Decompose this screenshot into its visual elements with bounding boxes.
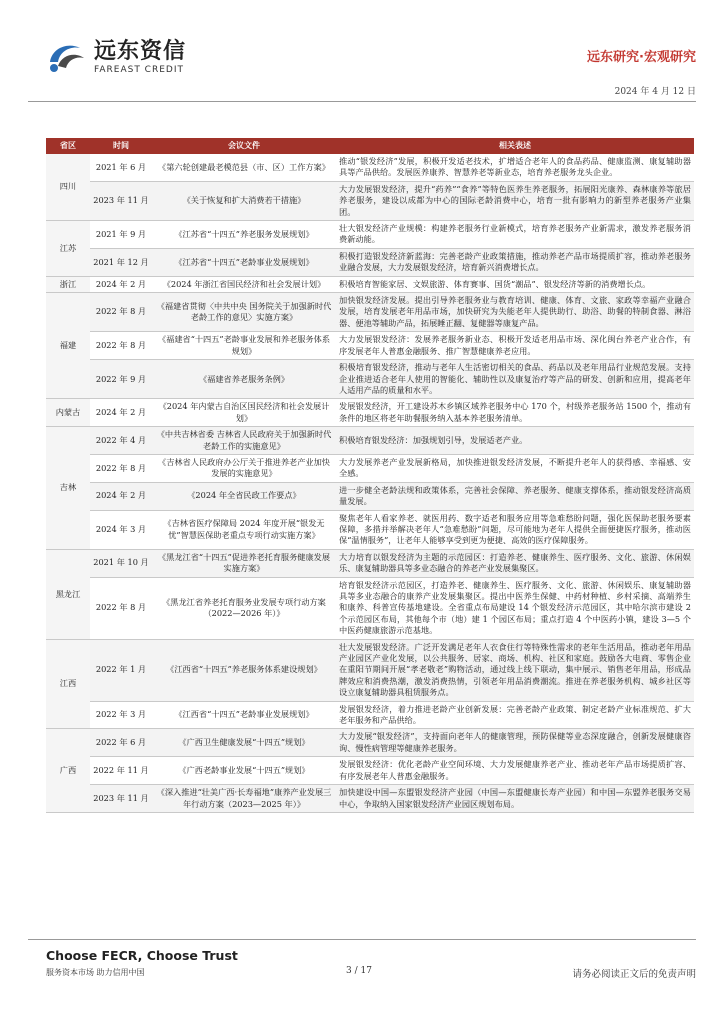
province-cell: 吉林 [46,427,90,550]
logo-mark-icon [46,40,88,76]
col-header-description: 相关表述 [336,138,694,154]
time-cell: 2022 年 8 月 [90,332,152,360]
time-cell: 2024 年 2 月 [90,399,152,427]
document-cell: 《2024 年内蒙古自治区国民经济和社会发展计划》 [152,399,336,427]
province-cell: 四川 [46,154,90,221]
description-cell: 发展银发经济：优化老龄产业空间环境、大力发展健康养老产业、推动老年产品市场提质扩容、有序发展老年人普惠金融服务。 [336,757,694,785]
page-header [0,0,724,110]
province-cell: 内蒙古 [46,399,90,427]
description-cell: 加快建设中国—东盟银发经济产业园（中国—东盟健康长寿产业园）和中国—东盟养老服务交易中心，争取纳入国家银发经济产业园区规划布局。 [336,785,694,813]
document-cell: 《江西省“十四五”老龄事业发展规划》 [152,701,336,729]
document-cell: 《广西老龄事业发展“十四五”规划》 [152,757,336,785]
description-cell: 大力发展银发经济，提升“药养”“食养”等特色医养生养老服务，拓展阳光康养、森林康养等旅居养老服务，建设以成都为中心的国际老龄消费中心，培育一批有影响力的新型养老服务产业集团。 [336,181,694,220]
province-cell: 福建 [46,293,90,399]
description-cell: 加快银发经济发展。提出引导养老服务业与教育培训、健康、体育、文旅、家政等幸福产业融合发展，培育发展老年用品市场，加快研究为失能老年人提供助行、助浴、助餐的特制食器、淋浴器、便池等辅助产品，拓展睡正翻、复健器等康复产品。 [336,293,694,332]
page-footer [0,930,724,1024]
province-cell: 黑龙江 [46,549,90,639]
document-cell: 《第六轮创建最老模范县（市、区）工作方案》 [152,154,336,181]
description-cell: 发展银发经济，开工建设苏木乡镇区域养老服务中心 170 个，村级养老服务站 1500 个，推动有条件的地区将老年助餐服务纳入基本养老服务清单。 [336,399,694,427]
description-cell: 积极培育银发经济，推动与老年人生活密切相关的食品、药品以及老年用品行业规范发展。支持企业推进适合老年人使用的智能化、辅助性以及康复治疗等产品的研发、创新和应用，提高老年人适用产品的质量和水平。 [336,360,694,399]
table-row [46,729,694,757]
document-cell: 《福建省养老服务条例》 [152,360,336,399]
time-cell: 2023 年 11 月 [90,181,152,220]
province-cell: 江苏 [46,221,90,277]
table-row [46,154,694,181]
time-cell: 2024 年 2 月 [90,276,152,292]
document-cell: 《黑龙江省养老托育服务业发展专项行动方案（2022—2026 年）》 [152,577,336,639]
description-cell: 大力发展养老产业发展新格局，加快推进银发经济发展，不断提升老年人的获得感、幸福感、安全感。 [336,454,694,482]
page-number: 3 / 17 [346,966,372,976]
time-cell: 2021 年 9 月 [90,221,152,249]
table-row [46,701,694,729]
document-cell: 《黑龙江省“十四五”促进养老托育服务健康发展实施方案》 [152,549,336,577]
document-cell: 《江西省“十四五”养老服务体系建设规划》 [152,639,336,701]
description-cell: 壮大发展银发经济。广泛开发满足老年人衣食住行等特殊性需求的老年生活用品，推动老年用品产业园区产业化发展，以公共服务、居家、商场、机构、社区和家庭。鼓励各大电商、零售企业在重阳节期间开展“孝老敬老”购物活动，通过线上线下联动，集中展示、销售老年用品，形成品牌效应和消费热潮，激发消费热情，引领老年用品消费潮流。推进在养老服务机构、城乡社区等设立康复辅助器具租赁服务点。 [336,639,694,701]
table-header-row [46,138,694,154]
description-cell: 壮大银发经济产业规模：构建养老服务行业新模式，培育养老服务产业新需求，激发养老服务消费新动能。 [336,221,694,249]
time-cell: 2021 年 12 月 [90,248,152,276]
report-series-title: 远东研究·宏观研究 [587,50,696,65]
description-cell: 积极打造银发经济新蓝海：完善老龄产业政策措施，推动养老产品市场提质扩容，推动养老服务业融合发展，大力发展银发经济，培育新兴消费增长点。 [336,248,694,276]
description-cell: 大力发展“银发经济”，支持面向老年人的健康管理，预防保健等业态深度融合，创新发展健康咨询、慢性病管理等健康养老服务。 [336,729,694,757]
time-cell: 2022 年 3 月 [90,701,152,729]
table-row [46,785,694,813]
policy-table [46,138,694,813]
col-header-time: 时间 [90,138,152,154]
document-cell: 《广西卫生健康发展“十四五”规划》 [152,729,336,757]
time-cell: 2022 年 4 月 [90,427,152,455]
table-row [46,293,694,332]
description-cell: 培育银发经济示范园区，打造养老、健康养生、医疗服务、文化、旅游、休闲娱乐、康复辅助器具等多业态融合的康养产业发展集聚区。提出中医养生保健、中药材种植、乡村采摘、高端养生和康养、科普宣传基地建设。全省重点布局建设 14 个银发经济示范园区，其中哈尔滨市建设 2 个示范园区布局，其他每个市（地）建 1 个园区布局；重点打造 4 个中医药小镇，建设 3—5 个中医药健康旅游示范基地。 [336,577,694,639]
description-cell: 进一步健全老龄法规和政策体系，完善社会保障、养老服务、健康支撑体系，推动银发经济高质量发展。 [336,482,694,510]
document-cell: 《江苏省“十四五”养老服务发展规划》 [152,221,336,249]
document-cell: 《2024 年浙江省国民经济和社会发展计划》 [152,276,336,292]
document-cell: 《关于恢复和扩大消费若干措施》 [152,181,336,220]
footer-divider [28,939,696,940]
table-row [46,399,694,427]
time-cell: 2021 年 6 月 [90,154,152,181]
document-cell: 《中共吉林省委 吉林省人民政府关于加强新时代老龄工作的实施意见》 [152,427,336,455]
province-cell: 浙江 [46,276,90,292]
table-row [46,427,694,455]
col-header-province: 省区 [46,138,90,154]
description-cell: 大力培育以银发经济为主题的示范园区：打造养老、健康养生、医疗服务、文化、旅游、休闲娱乐、康复辅助器具等多业态融合的养老产业发展集聚区。 [336,549,694,577]
province-cell: 江西 [46,639,90,729]
description-cell: 推动“银发经济”发展，积极开发适老技术，扩增适合老年人的食品药品、健康监测、康复辅助器具等产品供给。发展医养康养、智慧养老等新业态，培育养老服务龙头企业。 [336,154,694,181]
description-cell: 积极培育银发经济：加强规划引导，发展适老产业。 [336,427,694,455]
time-cell: 2022 年 6 月 [90,729,152,757]
document-cell: 《福建省贯彻〈中共中央 国务院关于加强新时代老龄工作的意见〉实施方案》 [152,293,336,332]
disclaimer-note: 请务必阅读正文后的免责声明 [572,969,696,980]
time-cell: 2022 年 9 月 [90,360,152,399]
table-row [46,757,694,785]
table-row [46,276,694,292]
table-row [46,510,694,549]
table-row [46,577,694,639]
time-cell: 2022 年 11 月 [90,757,152,785]
report-date: 2024 年 4 月 12 日 [614,87,696,97]
document-cell: 《福建省“十四五”老龄事业发展和养老服务体系规划》 [152,332,336,360]
time-cell: 2022 年 8 月 [90,454,152,482]
logo-cn-text: 远东资信 [94,39,187,64]
table-row [46,454,694,482]
document-cell: 《江苏省“十四五”老龄事业发展规划》 [152,248,336,276]
col-header-document: 会议文件 [152,138,336,154]
table-row [46,549,694,577]
province-cell: 广西 [46,729,90,812]
time-cell: 2022 年 8 月 [90,577,152,639]
time-cell: 2022 年 8 月 [90,293,152,332]
table-row [46,639,694,701]
footer-slogan: Choose FECR, Choose Trust [46,948,238,963]
table-row [46,221,694,249]
table-row [46,181,694,220]
description-cell: 发展银发经济，着力推进老龄产业创新发展：完善老龄产业政策、制定老龄产业标准规范、扩大老年服务和产品供给。 [336,701,694,729]
document-cell: 《吉林省医疗保障局 2024 年度开展“银发无忧”智慧医保助老重点专项行动实施方案》 [152,510,336,549]
document-cell: 《2024 年全省民政工作要点》 [152,482,336,510]
description-cell: 聚焦老年人看家养老、就医用药、数字适老和服务应用等急难愁盼问题，强化医保助老服务要素保障，多措并举解决老年人“急难愁盼”问题，尽可能地为老年人提供全面便捷医疗服务，推动医保“温情服务”，让老年人能够享受到更为便捷、高效的医疗保障服务。 [336,510,694,549]
table-row [46,482,694,510]
time-cell: 2023 年 11 月 [90,785,152,813]
time-cell: 2024 年 3 月 [90,510,152,549]
footer-subslogan: 服务资本市场 助力信用中国 [46,968,145,977]
description-cell: 积极培育智能家居、文娱旅游、体育赛事、国货“潮品”、银发经济等新的消费增长点。 [336,276,694,292]
time-cell: 2022 年 1 月 [90,639,152,701]
time-cell: 2021 年 10 月 [90,549,152,577]
description-cell: 大力发展银发经济：发展养老服务新业态、积极开发适老用品市场、深化闽台养老产业合作，有序发展老年人普惠金融服务、推广智慧健康养老应用。 [336,332,694,360]
table-row [46,332,694,360]
time-cell: 2024 年 2 月 [90,482,152,510]
logo-en-text: FAREAST CREDIT [94,65,184,75]
document-cell: 《深入推进“壮美广西·长寿福地”康养产业发展三年行动方案（2023—2025 年）》 [152,785,336,813]
document-cell: 《吉林省人民政府办公厅关于推进养老产业加快发展的实施意见》 [152,454,336,482]
table-row [46,360,694,399]
header-divider [28,101,696,102]
company-logo [46,40,186,76]
table-row [46,248,694,276]
